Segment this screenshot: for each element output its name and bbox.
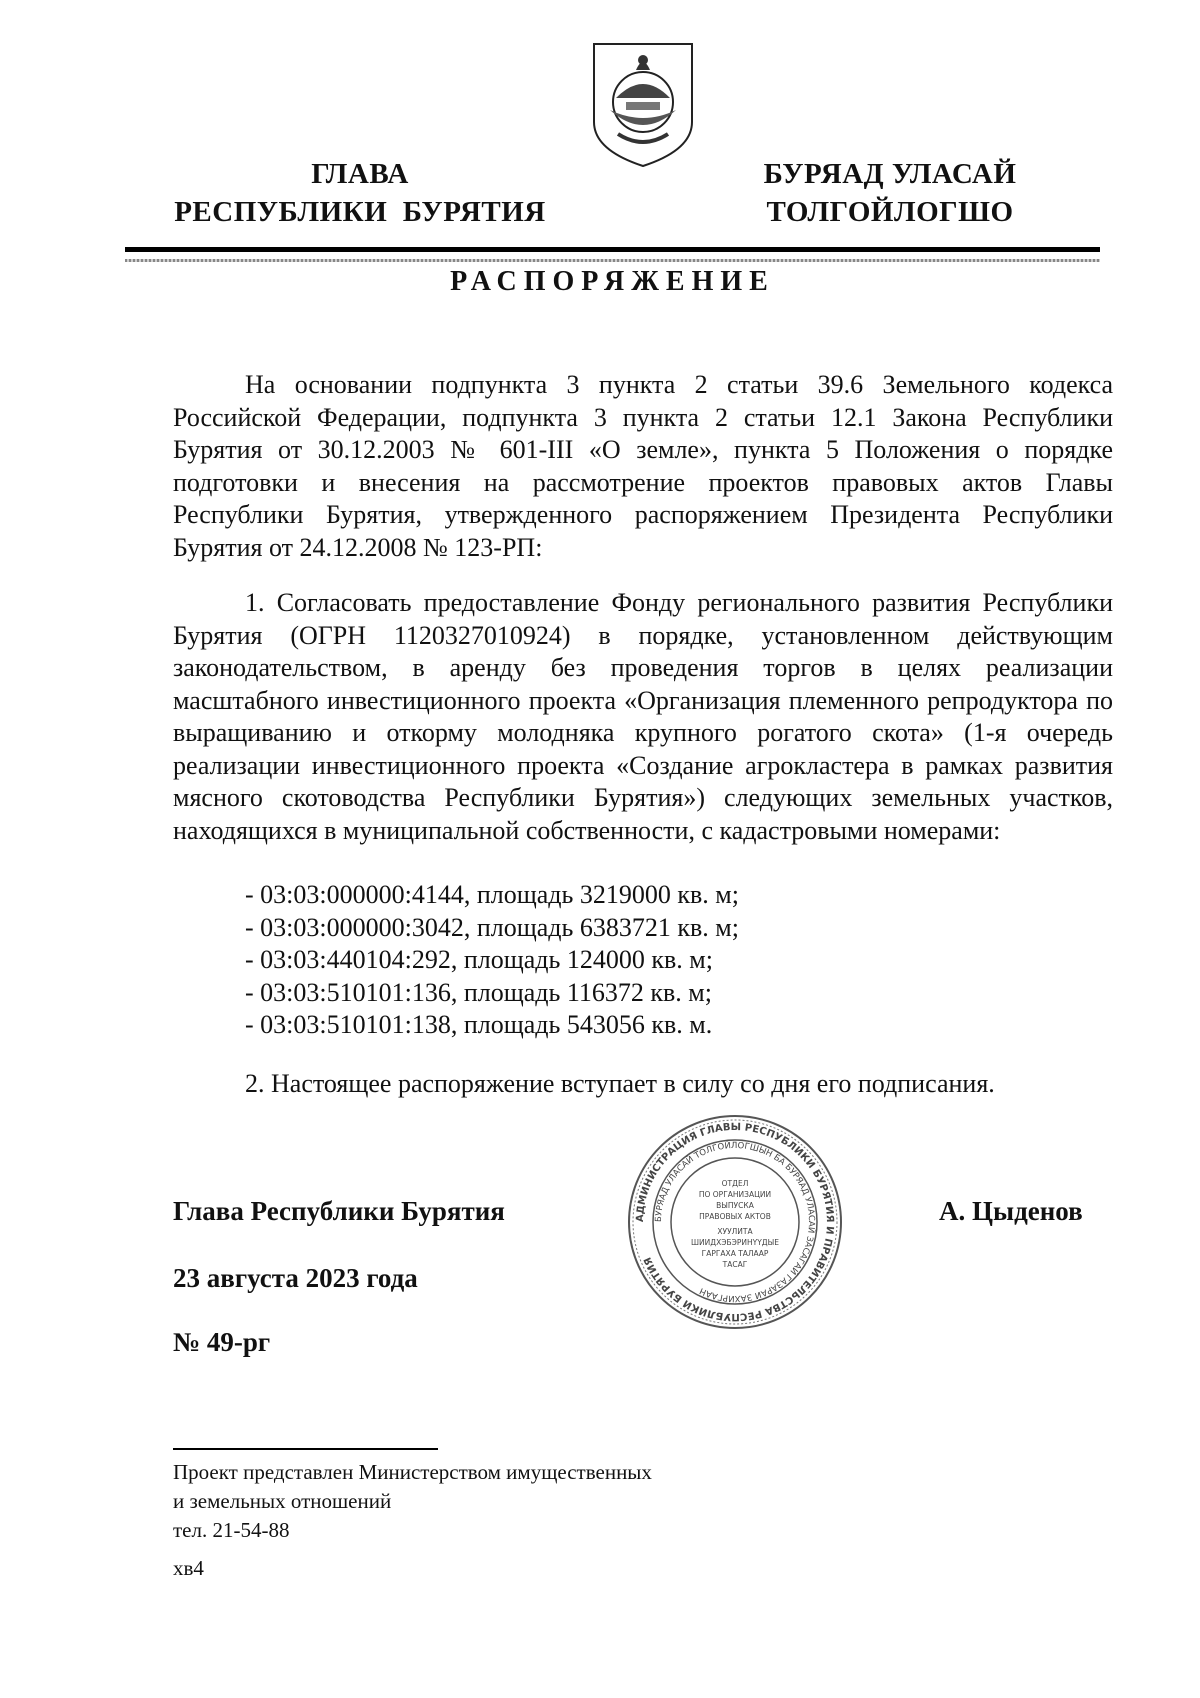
signatory-position: Глава Республики Бурятия xyxy=(173,1196,505,1226)
header-left-line1: ГЛАВА xyxy=(311,158,409,190)
seal-center-line: ПРАВОВЫХ АКТОВ xyxy=(699,1212,771,1221)
seal-inner-text: БУРЯАД УЛАСАЙ ТОЛГОЙЛОГШЫН БА БУРЯАД УЛАСАЙ ЗАСАГАЙ ГАЗАРАЙ ЗАХИРГААН xyxy=(653,1140,817,1304)
seal-center-line: ОТДЕЛ xyxy=(721,1179,749,1188)
seal-center-line: ХУУЛИТА xyxy=(717,1227,753,1236)
item-2-paragraph: 2. Настоящее распоряжение вступает в силу со дня его подписания. xyxy=(245,1069,995,1098)
list-item: - 03:03:510101:136, площадь 116372 кв. м; xyxy=(245,977,712,1007)
list-item: - 03:03:000000:4144, площадь 3219000 кв. м; xyxy=(245,880,739,909)
footnote-line: и земельных отношений xyxy=(173,1489,392,1513)
land-plot-list xyxy=(245,879,739,1042)
list-item: - 03:03:510101:138, площадь 543056 кв. м. xyxy=(245,1010,713,1039)
header-left-block xyxy=(160,155,560,231)
header-right-block xyxy=(740,155,1040,231)
seal-outer-text: АДМИНИСТРАЦИЯ ГЛАВЫ РЕСПУБЛИКИ БУРЯТИЯ И ПРАВИТЕЛЬСТВА РЕСПУБЛИКИ БУРЯТИЯ xyxy=(634,1121,836,1323)
seal-center-line: ВЫПУСКА xyxy=(716,1201,754,1210)
svg-text:АДМИНИСТРАЦИЯ ГЛАВЫ РЕСПУБЛИКИ xyxy=(635,1122,835,1322)
item-1-paragraph: 1. Согласовать предоставление Фонду регионального развития Республики Бурятия (ОГРН 1120327010924) в порядке, установленном действующим законодательством, в аренду без проведения торгов в целях реализации масштабного инвестиционного проекта «Организация племенного репродуктора по выращиванию и откорму молодняка крупного рогатого скота» (1-я очередь реализации инвестиционного проекта «Создание агрокластера в рамках развития мясного скотоводства Республики Бурятия») следующих земельных участков, находящихся в муниципальной собственности, с кадастровыми номерами: xyxy=(173,588,1113,845)
footnote-divider xyxy=(173,1448,438,1450)
official-seal-icon xyxy=(625,1112,845,1332)
header-divider-thin xyxy=(125,259,1100,262)
intro-paragraph: На основании подпункта 3 пункта 2 статьи 39.6 Земельного кодекса Российской Федерации, подпункта 3 пункта 2 статьи 12.1 Закона Республики Бурятия от 30.12.2003 № 601-III «О земле», пункта 5 Положения о порядке подготовки и внесения на рассмотрение проектов правовых актов Главы Республики Бурятия, утвержденного распоряжением Президента Республики Бурятия от 24.12.2008 № 123-РП: xyxy=(173,370,1113,562)
footnote xyxy=(173,1458,652,1545)
list-item: - 03:03:440104:292, площадь 124000 кв. м; xyxy=(245,945,713,974)
document-code: хв4 xyxy=(173,1556,204,1580)
document-number: № 49-рг xyxy=(173,1327,271,1357)
header-right-line2: ТОЛГОЙЛОГШО xyxy=(766,196,1014,228)
seal-center-line: ШИИДХЭБЭРИНҮҮДЫЕ xyxy=(690,1238,780,1247)
header-divider-thick xyxy=(125,247,1100,252)
footnote-line: Проект представлен Министерством имущественных xyxy=(173,1460,652,1484)
document-title: РАСПОРЯЖЕНИЕ xyxy=(450,266,775,297)
signatory-name: А. Цыденов xyxy=(939,1196,1083,1226)
header-left-line2: РЕСПУБЛИКИ БУРЯТИЯ xyxy=(174,196,546,228)
footnote-line: тел. 21-54-88 xyxy=(173,1518,290,1542)
seal-center-line: ТАСАГ xyxy=(722,1260,748,1269)
header-right-line1: БУРЯАД УЛАСАЙ xyxy=(763,158,1017,190)
coat-of-arms-icon xyxy=(588,40,698,170)
list-item: - 03:03:000000:3042, площадь 6383721 кв. м; xyxy=(245,912,739,942)
seal-center-line: ПО ОРГАНИЗАЦИИ xyxy=(698,1190,772,1199)
document-date: 23 августа 2023 года xyxy=(173,1263,418,1293)
seal-center-line: ГАРГАХА ТАЛААР xyxy=(701,1249,769,1258)
